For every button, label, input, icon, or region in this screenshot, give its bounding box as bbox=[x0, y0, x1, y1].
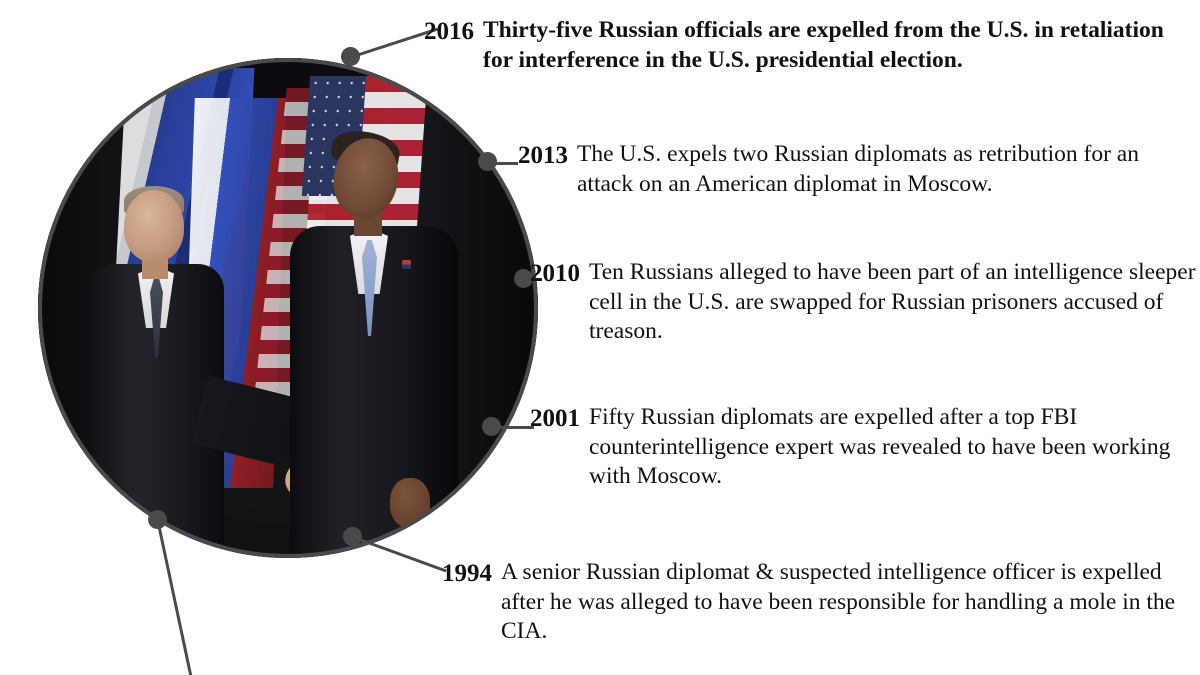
timeline-year-2013: 2013 bbox=[518, 142, 568, 169]
timeline-text-1994: A senior Russian diplomat & suspected intelligence officer is expelled after he was alleged to have been responsible for handling a mole in the CIA. bbox=[501, 559, 1176, 645]
timeline-text-2013: The U.S. expels two Russian diplomats as retribution for an attack on an American diplomat in Moscow. bbox=[577, 141, 1139, 197]
node-1994[interactable] bbox=[343, 527, 362, 546]
timeline-entry-1994 bbox=[442, 558, 1198, 647]
left-figure-head bbox=[124, 190, 184, 262]
node-2016[interactable] bbox=[341, 47, 360, 66]
circular-photo bbox=[38, 58, 538, 558]
timeline-year-2001: 2001 bbox=[530, 405, 580, 432]
timeline-year-1994: 1994 bbox=[442, 560, 492, 587]
flag-lapel-pin-icon bbox=[402, 260, 411, 269]
photo-background bbox=[38, 58, 538, 558]
node-lower-left[interactable] bbox=[148, 510, 167, 529]
right-figure-hand bbox=[390, 478, 430, 528]
timeline-entry-2001 bbox=[530, 403, 1196, 492]
timeline-entry-2010 bbox=[530, 258, 1196, 347]
timeline-entry-2013 bbox=[518, 140, 1194, 199]
timeline-text-2010: Ten Russians alleged to have been part of an intelligence sleeper cell in the U.S. are swapped for Russian prisoners accused of treason. bbox=[589, 259, 1196, 345]
timeline-text-2001: Fifty Russian diplomats are expelled after a top FBI counterintelligence expert was revealed to have been working with Moscow. bbox=[589, 404, 1171, 490]
timeline-year-2016: 2016 bbox=[424, 18, 474, 45]
node-2001[interactable] bbox=[482, 417, 501, 436]
node-2013[interactable] bbox=[478, 152, 497, 171]
timeline-year-2010: 2010 bbox=[530, 260, 580, 287]
timeline-entry-2016 bbox=[424, 16, 1194, 75]
timeline-text-2016: Thirty-five Russian officials are expelled from the U.S. in retaliation for interference in the U.S. presidential election. bbox=[483, 17, 1164, 73]
